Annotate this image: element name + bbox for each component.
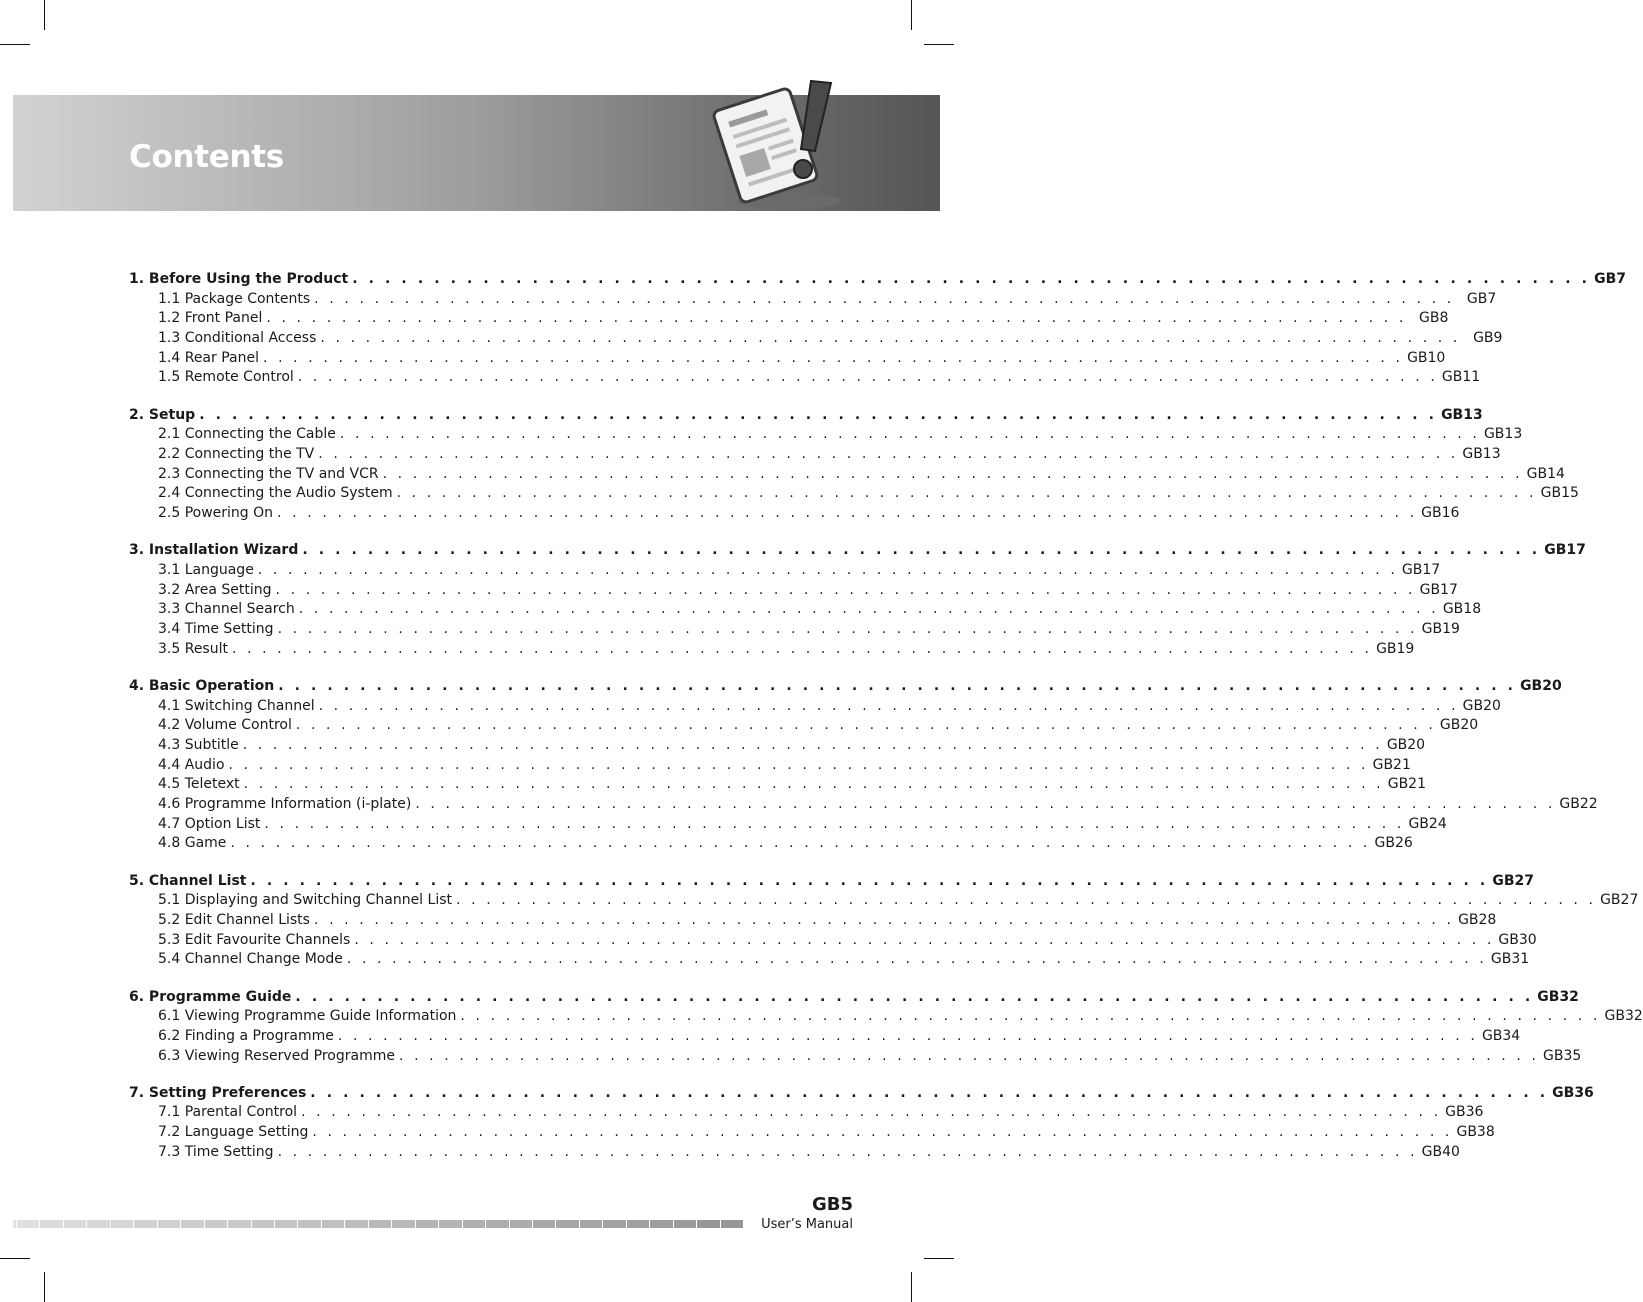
toc-entry-page: GB24: [1408, 815, 1447, 832]
toc-entry-title: 2.1 Connecting the Cable: [158, 426, 336, 443]
dot-leader: . . . . . . . . . . . . . . . . . . . . . . . . . . . . . . . . . . . . . . . . . . . . . . . . . . . . . . . . . . . . . . . . . . . . . . . . . . . .: [275, 581, 1416, 598]
toc-entry-page: GB11: [1441, 369, 1481, 386]
toc-chapter[interactable]: [129, 988, 1579, 1008]
dot-leader: . . . . . . . . . . . . . . . . . . . . . . . . . . . . . . . . . . . . . . . . . . . . . . . . . . . . . . . . . . . . . . . . . . . . . . . . . . . .: [339, 426, 1480, 443]
toc-entry-page: GB7: [1594, 271, 1627, 287]
toc-entry-title: 4.2 Volume Control: [158, 717, 292, 734]
toc-entry-title: 4. Basic Operation: [129, 677, 275, 694]
dot-leader: . . . . . . . . . . . . . . . . . . . . . . . . . . . . . . . . . . . . . . . . . . . . . . . . . . . . . . . . . . . . . . . . . . . . . . . . . . . .: [318, 697, 1459, 714]
toc-subsection[interactable]: [129, 329, 1503, 349]
toc-entry-title: 2. Setup: [129, 406, 196, 423]
toc-chapter[interactable]: [129, 677, 1562, 697]
toc-entry-title: 3.3 Channel Search: [158, 601, 295, 618]
toc-entry-title: 1. Before Using the Product: [129, 271, 349, 287]
toc-chapter[interactable]: [129, 406, 1483, 426]
toc-subsection[interactable]: [129, 504, 1460, 524]
toc-chapter[interactable]: [129, 872, 1534, 892]
toc-entry-title: 3.1 Language: [158, 561, 254, 578]
toc-entry-page: GB18: [1442, 601, 1482, 618]
toc-subsection[interactable]: [129, 600, 1482, 620]
dot-leader: . . . . . . . . . . . . . . . . . . . . . . . . . . . . . . . . . . . . . . . . . . . . . . . . . . . . . . . . . . . . . . . . . . . . . . . . . . . .: [231, 640, 1373, 657]
dot-leader: . . . . . . . . . . . . . . . . . . . . . . . . . . . . . . . . . . . . . . . . . . . . . . . . . . . . . . . . . . . . . . . . . . . . . . . . . . . .: [302, 542, 1541, 559]
toc-entry-title: 1.5 Remote Control: [158, 369, 294, 386]
toc-section: [129, 1084, 1594, 1163]
toc-entry-page: GB40: [1421, 1143, 1460, 1160]
dot-leader: . . . . . . . . . . . . . . . . . . . . . . . . . . . . . . . . . . . . . . . . . . . . . . . . . . . . . . . . . . . . . . . . . . . . . . . . . . . .: [278, 677, 1517, 694]
crop-mark: [0, 1258, 30, 1259]
toc-entry-page: GB16: [1421, 505, 1460, 522]
crop-mark: [911, 0, 912, 30]
toc-section: [129, 872, 1639, 970]
footer-bar-segment: [13, 1220, 16, 1228]
toc-subsection[interactable]: [129, 368, 1481, 388]
toc-entry-page: GB22: [1559, 796, 1598, 812]
toc-entry-title: 4.8 Game: [158, 835, 227, 852]
header-banner: [13, 95, 940, 211]
toc-entry-page: GB20: [1386, 736, 1426, 753]
dot-leader: . . . . . . . . . . . . . . . . . . . . . . . . . . . . . . . . . . . . . . . . . . . . . . . . . . . . . . . . . . . . . . . . . . . . . . . . . . . .: [312, 1124, 1453, 1141]
footer-bar-segment: [369, 1220, 391, 1228]
toc-entry-page: GB14: [1526, 465, 1565, 482]
dot-leader: . . . . . . . . . . . . . . . . . . . . . . . . . . . . . . . . . . . . . . . . . . . . . . . . . . . . . . . . . . . . . . . . . . . . . . . . . . . .: [242, 736, 1383, 753]
toc-entry-title: 6.1 Viewing Programme Guide Information: [158, 1008, 457, 1025]
toc-entry-page: GB17: [1419, 581, 1458, 598]
toc-entry-page: GB19: [1421, 621, 1460, 637]
footer-bar-segment: [322, 1220, 344, 1228]
dot-leader: . . . . . . . . . . . . . . . . . . . . . . . . . . . . . . . . . . . . . . . . . . . . . . . . . . . . . . . . . . . . . . . . . . . . . . . . . . . .: [301, 1104, 1442, 1121]
toc-subsection[interactable]: [129, 445, 1501, 465]
toc-subsection[interactable]: [129, 581, 1458, 601]
toc-entry-page: GB26: [1374, 835, 1413, 852]
toc-section: [129, 541, 1586, 659]
footer-bar-segment: [486, 1220, 508, 1228]
toc-subsection[interactable]: [129, 640, 1415, 660]
crop-mark: [924, 1258, 954, 1259]
toc-subsection[interactable]: [129, 834, 1413, 854]
footer-bar-segment: [533, 1220, 555, 1228]
dot-leader: . . . . . . . . . . . . . . . . . . . . . . . . . . . . . . . . . . . . . . . . . . . . . . . . . . . . . . . . . . . . . . . . . . . . . . . . . . . .: [277, 621, 1418, 637]
toc-entry-title: 2.5 Powering On: [158, 505, 274, 522]
footer-bar-segment: [721, 1220, 743, 1228]
toc-entry-page: GB21: [1372, 756, 1411, 773]
toc-entry-title: 5. Channel List: [129, 872, 247, 889]
toc-subsection[interactable]: [129, 290, 1497, 310]
footer-bar-segment: [111, 1220, 133, 1228]
dot-leader: . . . . . . . . . . . . . . . . . . . . . . . . . . . . . . . . . . . . . . . . . . . . . . . . . . . . . . . . . . . . . . . . . . . . . . . . . . . .: [266, 310, 1407, 327]
toc-entry-title: 3. Installation Wizard: [129, 542, 299, 559]
toc-entry-page: GB10: [1407, 349, 1446, 366]
toc-entry-title: 7.3 Time Setting: [158, 1143, 274, 1160]
toc-subsection[interactable]: [129, 911, 1497, 931]
toc-entry-page: GB21: [1387, 776, 1426, 793]
footer-gradient-bar: [13, 1220, 743, 1228]
toc-entry-page: GB19: [1376, 640, 1415, 657]
toc-entry-page: GB36: [1445, 1104, 1484, 1121]
toc-subsection[interactable]: [129, 1103, 1484, 1123]
dot-leader: . . . . . . . . . . . . . . . . . . . . . . . . . . . . . . . . . . . . . . . . . . . . . . . . . . . . . . . . . . . . . . . . . . . . . . . . . . . .: [318, 446, 1459, 462]
footer-bar-segment: [158, 1220, 180, 1228]
crop-mark: [911, 1272, 912, 1302]
crop-mark: [924, 44, 954, 45]
dot-leader: . . . . . . . . . . . . . . . . . . . . . . . . . . . . . . . . . . . . . . . . . . . . . . . . . . . . . . . . . . . . . . . . . . . . . . . . . . . .: [313, 911, 1455, 928]
dot-leader: . . . . . . . . . . . . . . . . . . . . . . . . . . . . . . . . . . . . . . . . . . . . . . . . . . . . . . . . . . . . . . . . . . . . . . . . . . . .: [230, 835, 1371, 852]
footer-bar-segment: [181, 1220, 203, 1228]
toc-subsection[interactable]: [129, 931, 1537, 951]
dot-leader: . . . . . . . . . . . . . . . . . . . . . . . . . . . . . . . . . . . . . . . . . . . . . . . . . . . . . . . . . . . . . . . . . . . . . . . . . . . .: [354, 931, 1495, 948]
dot-leader: . . . . . . . . . . . . . . . . . . . . . . . . . . . . . . . . . . . . . . . . . . . . . . . . . . . . . . . . . . . . . . . . . . . . . . . . . . . .: [243, 776, 1384, 793]
footer-bar-segment: [603, 1220, 625, 1228]
toc-entry-title: 1.3 Conditional Access: [158, 330, 317, 347]
toc-subsection[interactable]: [129, 349, 1446, 369]
toc-subsection[interactable]: [129, 465, 1565, 485]
toc-entry-page: GB15: [1540, 485, 1579, 502]
toc-entry-page: GB32: [1537, 988, 1579, 1005]
toc-entry-page: GB20: [1520, 677, 1562, 694]
footer-bar-segment: [556, 1220, 578, 1228]
footer-bar-segment: [275, 1220, 297, 1228]
toc-entry-page: GB38: [1456, 1124, 1495, 1141]
toc-section: [129, 406, 1579, 524]
toc-entry-title: 1.4 Rear Panel: [158, 349, 259, 366]
toc-section: [129, 988, 1643, 1067]
dot-leader: . . . . . . . . . . . . . . . . . . . . . . . . . . . . . . . . . . . . . . . . . . . . . . . . . . . . . . . . . . . . . . . . . . . . . . . . . . . .: [277, 1143, 1418, 1160]
toc-chapter[interactable]: [129, 541, 1586, 561]
toc-entry-title: 4.4 Audio: [158, 756, 225, 773]
toc-entry-page: GB17: [1401, 561, 1441, 578]
dot-leader: . . . . . . . . . . . . . . . . . . . . . . . . . . . . . . . . . . . . . . . . . . . . . . . . . . . . . . . . . . . . . . . . . . . . . . . . . . . .: [250, 872, 1489, 889]
toc-subsection[interactable]: [129, 756, 1411, 776]
footer-bar-segment: [40, 1220, 62, 1228]
footer-bar-segment: [650, 1220, 672, 1228]
toc-entry-title: 7.1 Parental Control: [158, 1104, 298, 1121]
toc-entry-title: 6.3 Viewing Reserved Programme: [158, 1047, 395, 1064]
dot-leader: . . . . . . . . . . . . . . . . . . . . . . . . . . . . . . . . . . . . . . . . . . . . . . . . . . . . . . . . . . . . . . . . . . . . . . . . . . . .: [228, 756, 1369, 773]
dot-leader: . . . . . . . . . . . . . . . . . . . . . . . . . . . . . . . . . . . . . . . . . . . . . . . . . . . . . . . . . . . . . . . . . . . . . . . . . . . .: [456, 892, 1597, 909]
toc-entry-title: 6. Programme Guide: [129, 988, 292, 1005]
toc-entry-title: 3.2 Area Setting: [158, 581, 272, 598]
toc-entry-page: GB35: [1543, 1047, 1582, 1064]
dot-leader: . . . . . . . . . . . . . . . . . . . . . . . . . . . . . . . . . . . . . . . . . . . . . . . . . . . . . . . . . . . . . . . . . . . . . . . . . . . .: [346, 951, 1487, 968]
toc-subsection[interactable]: [129, 716, 1479, 736]
toc-entry-page: GB28: [1458, 911, 1497, 928]
dot-leader: . . . . . . . . . . . . . . . . . . . . . . . . . . . . . . . . . . . . . . . . . . . . . . . . . . . . . . . . . . . . . . . . . . . . . . . . . . . .: [297, 369, 1438, 386]
crop-mark: [0, 44, 30, 45]
dot-leader: . . . . . . . . . . . . . . . . . . . . . . . . . . . . . . . . . . . . . . . . . . . . . . . . . . . . . . . . . . . . . . . . . . . . . . . . . . . .: [415, 796, 1556, 812]
toc-subsection[interactable]: [129, 697, 1501, 717]
dot-leader: . . . . . . . . . . . . . . . . . . . . . . . . . . . . . . . . . . . . . . . . . . . . . . . . . . . . . . . . . . . . . . . . . . . . . . . . . . . .: [337, 1027, 1478, 1044]
toc-entry-page: GB30: [1498, 931, 1537, 948]
dot-leader: . . . . . . . . . . . . . . . . . . . . . . . . . . . . . . . . . . . . . . . . . . . . . . . . . . . . . . . . . . . . . . . . . . . . . . . . . . . .: [277, 505, 1418, 522]
footer-bar-segment: [463, 1220, 485, 1228]
dot-leader: . . . . . . . . . . . . . . . . . . . . . . . . . . . . . . . . . . . . . . . . . . . . . . . . . . . . . . . . . . . . . . . . . . . . . . . . . . . .: [310, 1084, 1549, 1101]
toc-entry-page: GB13: [1483, 426, 1523, 443]
toc-subsection[interactable]: [129, 1047, 1582, 1067]
footer-bar-segment: [439, 1220, 461, 1228]
toc-subsection[interactable]: [129, 561, 1441, 581]
toc-entry-title: 5.3 Edit Favourite Channels: [158, 931, 351, 948]
toc-entry-title: 1.1 Package Contents: [158, 290, 311, 307]
dot-leader: . . . . . . . . . . . . . . . . . . . . . . . . . . . . . . . . . . . . . . . . . . . . . . . . . . . . . . . . . . . . . . . . . . . . . . . . . . . .: [257, 561, 1398, 578]
dot-leader: . . . . . . . . . . . . . . . . . . . . . . . . . . . . . . . . . . . . . . . . . . . . . . . . . . . . . . . . . . . . . . . . . . . . . . . . . . . .: [382, 465, 1523, 482]
crop-mark: [44, 1272, 45, 1302]
toc-entry-title: 2.2 Connecting the TV: [158, 446, 315, 462]
footer-bar-segment: [298, 1220, 320, 1228]
toc-entry-title: 3.4 Time Setting: [158, 621, 274, 637]
table-of-contents: [129, 270, 1643, 1180]
dot-leader: . . . . . . . . . . . . . . . . . . . . . . . . . . . . . . . . . . . . . . . . . . . . . . . . . . . . . . . . . . . . . . . . . . . . . . . . . . . .: [460, 1008, 1601, 1025]
toc-section: [129, 677, 1598, 854]
dot-leader: . . . . . . . . . . . . . . . . . . . . . . . . . . . . . . . . . . . . . . . . . . . . . . . . . . . . . . . . . . . . . . . . . . . . . . . . . . . .: [320, 330, 1461, 347]
footer-bar-segment: [345, 1220, 367, 1228]
toc-entry-title: 7.2 Language Setting: [158, 1124, 309, 1141]
toc-entry-title: 4.3 Subtitle: [158, 736, 239, 753]
dot-leader: . . . . . . . . . . . . . . . . . . . . . . . . . . . . . . . . . . . . . . . . . . . . . . . . . . . . . . . . . . . . . . . . . . . . . . . . . . . .: [396, 485, 1537, 502]
toc-entry-title: 4.5 Teletext: [158, 776, 240, 793]
footer-bar-segment: [17, 1220, 39, 1228]
manual-label: User’s Manual: [761, 1217, 853, 1232]
dot-leader: . . . . . . . . . . . . . . . . . . . . . . . . . . . . . . . . . . . . . . . . . . . . . . . . . . . . . . . . . . . . . . . . . . . . . . . . . . . .: [264, 815, 1405, 832]
crop-mark: [44, 0, 45, 30]
footer-bar-segment: [134, 1220, 156, 1228]
toc-entry-title: 5.4 Channel Change Mode: [158, 951, 343, 968]
footer-bar-segment: [64, 1220, 86, 1228]
footer-bar-segment: [392, 1220, 414, 1228]
footer-bar-segment: [580, 1220, 602, 1228]
toc-subsection[interactable]: [129, 425, 1523, 445]
dot-leader: . . . . . . . . . . . . . . . . . . . . . . . . . . . . . . . . . . . . . . . . . . . . . . . . . . . . . . . . . . . . . . . . . . . . . . . . . . . .: [314, 290, 1455, 307]
toc-entry-page: GB31: [1490, 951, 1530, 968]
page-title: Contents: [129, 139, 284, 175]
dot-leader: . . . . . . . . . . . . . . . . . . . . . . . . . . . . . . . . . . . . . . . . . . . . . . . . . . . . . . . . . . . . . . . . . . . . . . . . . . . .: [295, 988, 1534, 1005]
toc-entry-title: 7. Setting Preferences: [129, 1084, 307, 1101]
toc-entry-page: GB9: [1473, 330, 1503, 347]
dot-leader: . . . . . . . . . . . . . . . . . . . . . . . . . . . . . . . . . . . . . . . . . . . . . . . . . . . . . . . . . . . . . . . . . . . . . . . . . . . .: [398, 1047, 1540, 1064]
toc-entry-page: GB20: [1439, 717, 1479, 734]
footer-bar-segment: [228, 1220, 250, 1228]
footer-bar-segment: [627, 1220, 649, 1228]
toc-entry-title: 2.3 Connecting the TV and VCR: [158, 465, 379, 482]
footer-bar-segment: [416, 1220, 438, 1228]
toc-subsection[interactable]: [129, 815, 1447, 835]
toc-subsection[interactable]: [129, 1143, 1460, 1163]
toc-entry-page: GB13: [1441, 406, 1483, 423]
toc-subsection[interactable]: [129, 309, 1449, 329]
footer-bar-segment: [205, 1220, 227, 1228]
dot-leader: . . . . . . . . . . . . . . . . . . . . . . . . . . . . . . . . . . . . . . . . . . . . . . . . . . . . . . . . . . . . . . . . . . . . . . . . . . . .: [295, 717, 1436, 734]
footer-bar-segment: [697, 1220, 719, 1228]
toc-section: [129, 270, 1627, 388]
toc-entry-title: 4.7 Option List: [158, 815, 261, 832]
toc-entry-page: GB17: [1544, 542, 1586, 559]
page-number: GB5: [811, 1194, 853, 1215]
footer-bar-segment: [252, 1220, 274, 1228]
dot-leader: . . . . . . . . . . . . . . . . . . . . . . . . . . . . . . . . . . . . . . . . . . . . . . . . . . . . . . . . . . . . . . . . . . . . . . . . . . . .: [352, 271, 1591, 287]
toc-chapter[interactable]: [129, 1084, 1594, 1104]
dot-leader: . . . . . . . . . . . . . . . . . . . . . . . . . . . . . . . . . . . . . . . . . . . . . . . . . . . . . . . . . . . . . . . . . . . . . . . . . . . .: [298, 601, 1439, 618]
dot-leader: . . . . . . . . . . . . . . . . . . . . . . . . . . . . . . . . . . . . . . . . . . . . . . . . . . . . . . . . . . . . . . . . . . . . . . . . . . . .: [262, 349, 1404, 366]
toc-entry-title: 6.2 Finding a Programme: [158, 1027, 334, 1044]
toc-chapter[interactable]: [129, 270, 1627, 290]
toc-subsection[interactable]: [129, 1027, 1521, 1047]
toc-entry-page: GB7: [1466, 290, 1497, 307]
toc-entry-page: GB20: [1462, 697, 1501, 714]
toc-entry-title: 2.4 Connecting the Audio System: [158, 485, 393, 502]
toc-entry-title: 4.6 Programme Information (i-plate): [158, 796, 412, 812]
toc-subsection[interactable]: [129, 950, 1530, 970]
document-exclamation-icon: [703, 73, 853, 213]
toc-subsection[interactable]: [129, 484, 1579, 504]
toc-entry-page: GB36: [1552, 1084, 1594, 1101]
toc-subsection[interactable]: [129, 620, 1460, 640]
toc-subsection[interactable]: [129, 795, 1598, 815]
dot-leader: . . . . . . . . . . . . . . . . . . . . . . . . . . . . . . . . . . . . . . . . . . . . . . . . . . . . . . . . . . . . . . . . . . . . . . . . . . . .: [199, 406, 1438, 423]
toc-subsection[interactable]: [129, 1123, 1495, 1143]
toc-subsection[interactable]: [129, 736, 1426, 756]
toc-entry-title: 5.2 Edit Channel Lists: [158, 911, 310, 928]
toc-entry-page: GB13: [1462, 446, 1501, 462]
toc-entry-title: 1.2 Front Panel: [158, 310, 263, 327]
toc-entry-title: 4.1 Switching Channel: [158, 697, 315, 714]
footer-bar-segment: [674, 1220, 696, 1228]
toc-subsection[interactable]: [129, 775, 1426, 795]
footer-bar-segment: [87, 1220, 109, 1228]
toc-entry-page: GB8: [1419, 310, 1449, 327]
toc-entry-page: GB34: [1481, 1027, 1521, 1044]
toc-entry-page: GB27: [1600, 892, 1639, 909]
toc-entry-title: 5.1 Displaying and Switching Channel List: [158, 892, 452, 909]
toc-entry-title: 3.5 Result: [158, 640, 228, 657]
toc-subsection[interactable]: [129, 1007, 1643, 1027]
toc-entry-page: GB27: [1492, 872, 1534, 889]
toc-subsection[interactable]: [129, 891, 1639, 911]
toc-entry-page: GB32: [1604, 1008, 1643, 1025]
footer-bar-segment: [510, 1220, 532, 1228]
